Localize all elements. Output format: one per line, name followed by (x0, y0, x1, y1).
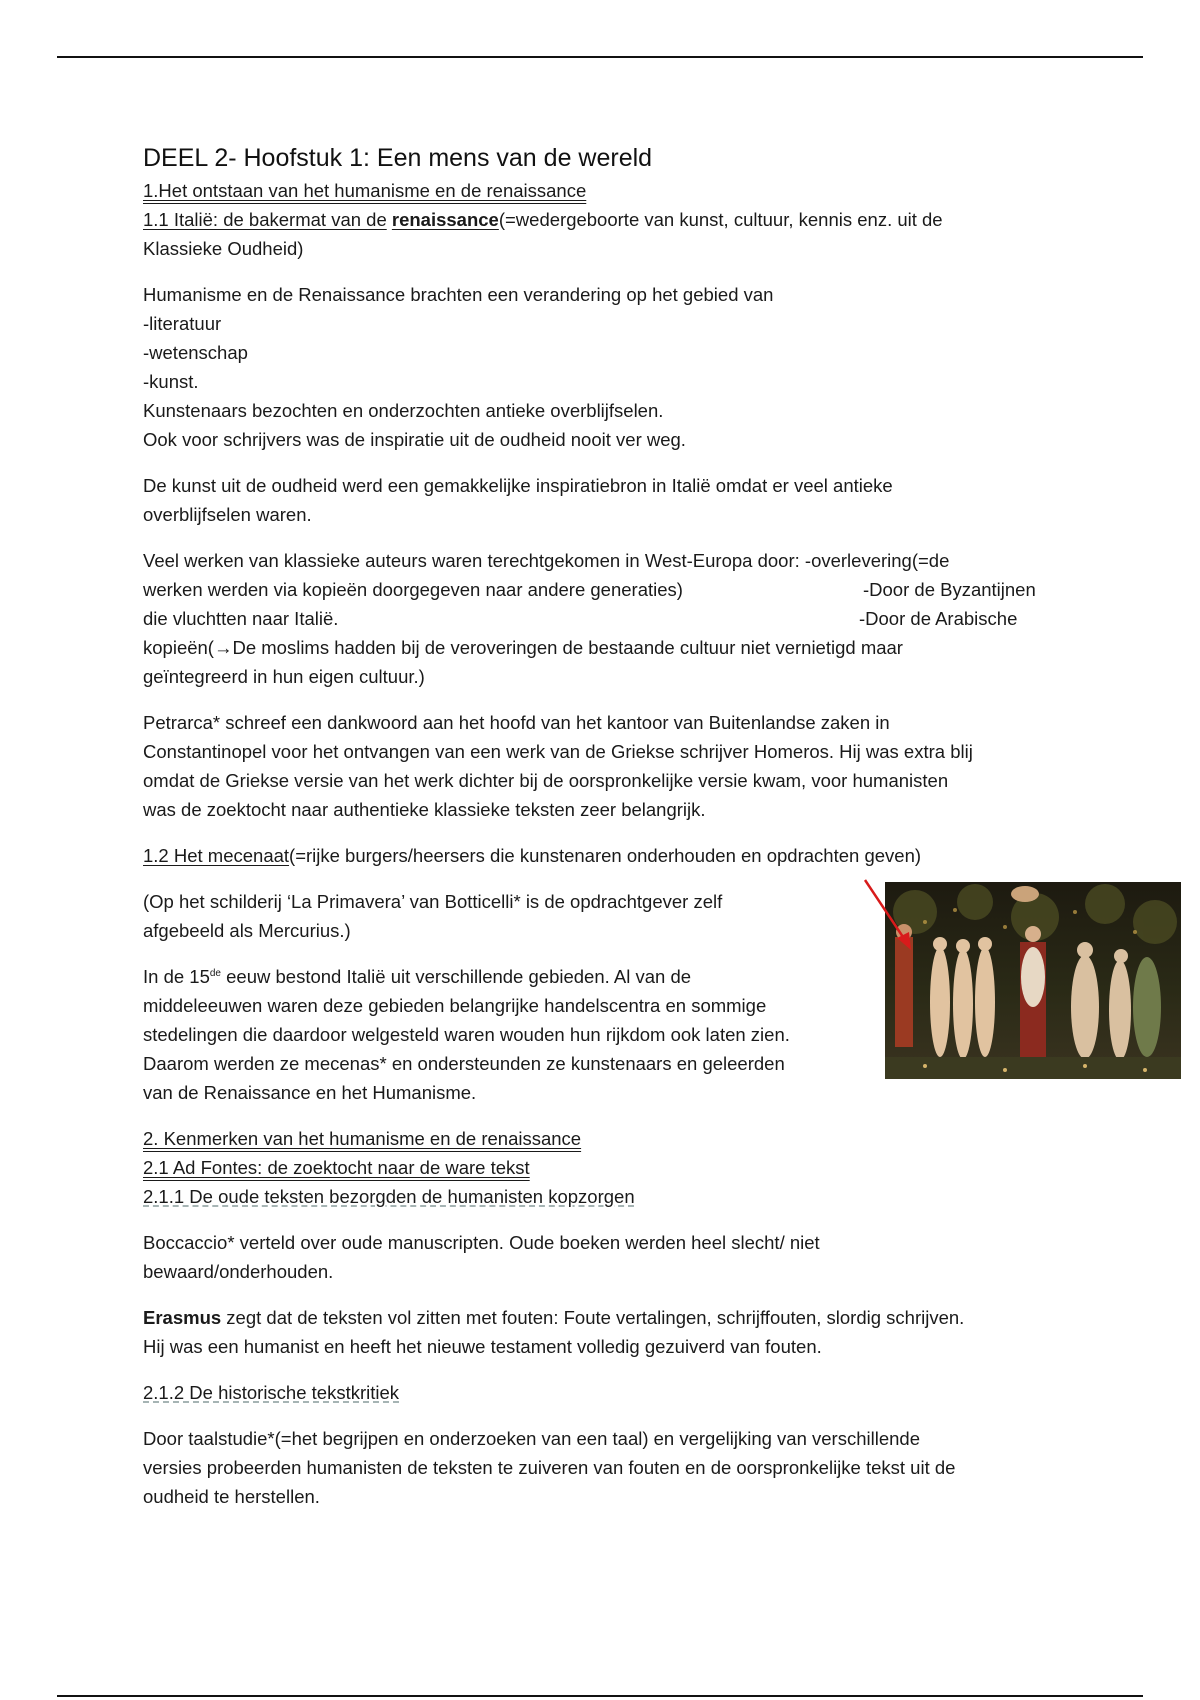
section-1-1-heading: 1.1 Italië: de bakermat van de renaissance(=wedergeboorte van kunst, cultuur, kennis enz. uit de Klassieke Oudheid) (143, 209, 943, 259)
paragraph-tekstkritiek: Door taalstudie*(=het begrijpen en onderzoeken van een taal) en vergelijking van verschillende versies probeerden humanisten de teksten te zuiveren van fouten en de oorspronkelijke tekst uit de oudheid te herstellen. (143, 1428, 956, 1507)
section-2-1-2-heading: 2.1.2 De historische tekstkritiek (143, 1382, 400, 1403)
footer-rule (57, 1695, 1143, 1697)
page-title: DEEL 2- Hoofstuk 1: Een mens van de wereld (143, 144, 653, 172)
section-2-heading: 2. Kenmerken van het humanisme en de renaissance (143, 1128, 582, 1149)
paragraph-petrarca: Petrarca* schreef een dankwoord aan het hoofd van het kantoor van Buitenlandse zaken in Constantinopel voor het ontvangen van een werk van de Griekse schrijver Homeros. Hij was extra blij omdat de Griekse versie van het werk dichter bij de oorspronkelijke versie kwam, voor humanisten was de zoektocht naar authentieke klassieke teksten zeer belangrijk. (143, 712, 973, 820)
paragraph-primavera: (Op het schilderij ‘La Primavera’ van Botticelli* is de opdrachtgever zelf afgebeeld als Mercurius.) (143, 891, 723, 941)
red-arrow-icon (861, 876, 921, 956)
paragraph-erasmus: Erasmus zegt dat de teksten vol zitten met fouten: Foute vertalingen, schrijffouten, slordig schrijven. Hij was een humanist en heeft het nieuwe testament volledig gezuiverd van fouten. (143, 1307, 965, 1357)
document-page (143, 140, 1063, 1528)
paragraph-transmission: Veel werken van klassieke auteurs waren terechtgekomen in West-Europa door: -overlevering(=de werken werden via kopieën doorgegeven naar andere generaties) -Door de Byzantijnen die vluchtten naar Italië. -Door de Arabische kopieën(→De moslims hadden bij de veroveringen de bestaande cultuur niet vernietigd maar geïntegreerd in hun eigen cultuur.) (143, 550, 1036, 687)
paragraph-change: Humanisme en de Renaissance brachten een verandering op het gebied van -literatuur -wetenschap -kunst. Kunstenaars bezochten en onderzochten antieke overblijfselen. Ook voor schrijvers was de inspiratie uit de oudheid nooit ver weg. (143, 284, 774, 450)
primavera-painting-image (885, 882, 1181, 1079)
section-1-heading: 1.Het ontstaan van het humanisme en de renaissance (143, 180, 587, 201)
paragraph-boccaccio: Boccaccio* verteld over oude manuscripten. Oude boeken werden heel slecht/ niet bewaard/onderhouden. (143, 1232, 820, 1282)
section-1-2-heading: 1.2 Het mecenaat(=rijke burgers/heersers die kunstenaren onderhouden en opdrachten geven) (143, 845, 922, 866)
section-2-1-1-heading: 2.1.1 De oude teksten bezorgden de humanisten kopzorgen (143, 1186, 635, 1207)
paragraph-inspiration: De kunst uit de oudheid werd een gemakkelijke inspiratiebron in Italië omdat er veel antieke overblijfselen waren. (143, 475, 893, 525)
section-2-1-heading: 2.1 Ad Fontes: de zoektocht naar de ware tekst (143, 1157, 530, 1178)
paragraph-mecenaat: In de 15de eeuw bestond Italië uit verschillende gebieden. Al van de middeleeuwen waren deze gebieden belangrijke handelscentra en sommige stedelingen die daardoor welgesteld waren wouden hun rijkdom ook laten zien. Daarom werden ze mecenas* en ondersteunden ze kunstenaars en geleerden van de Renaissance en het Humanisme. (143, 966, 790, 1103)
header-rule (57, 56, 1143, 58)
